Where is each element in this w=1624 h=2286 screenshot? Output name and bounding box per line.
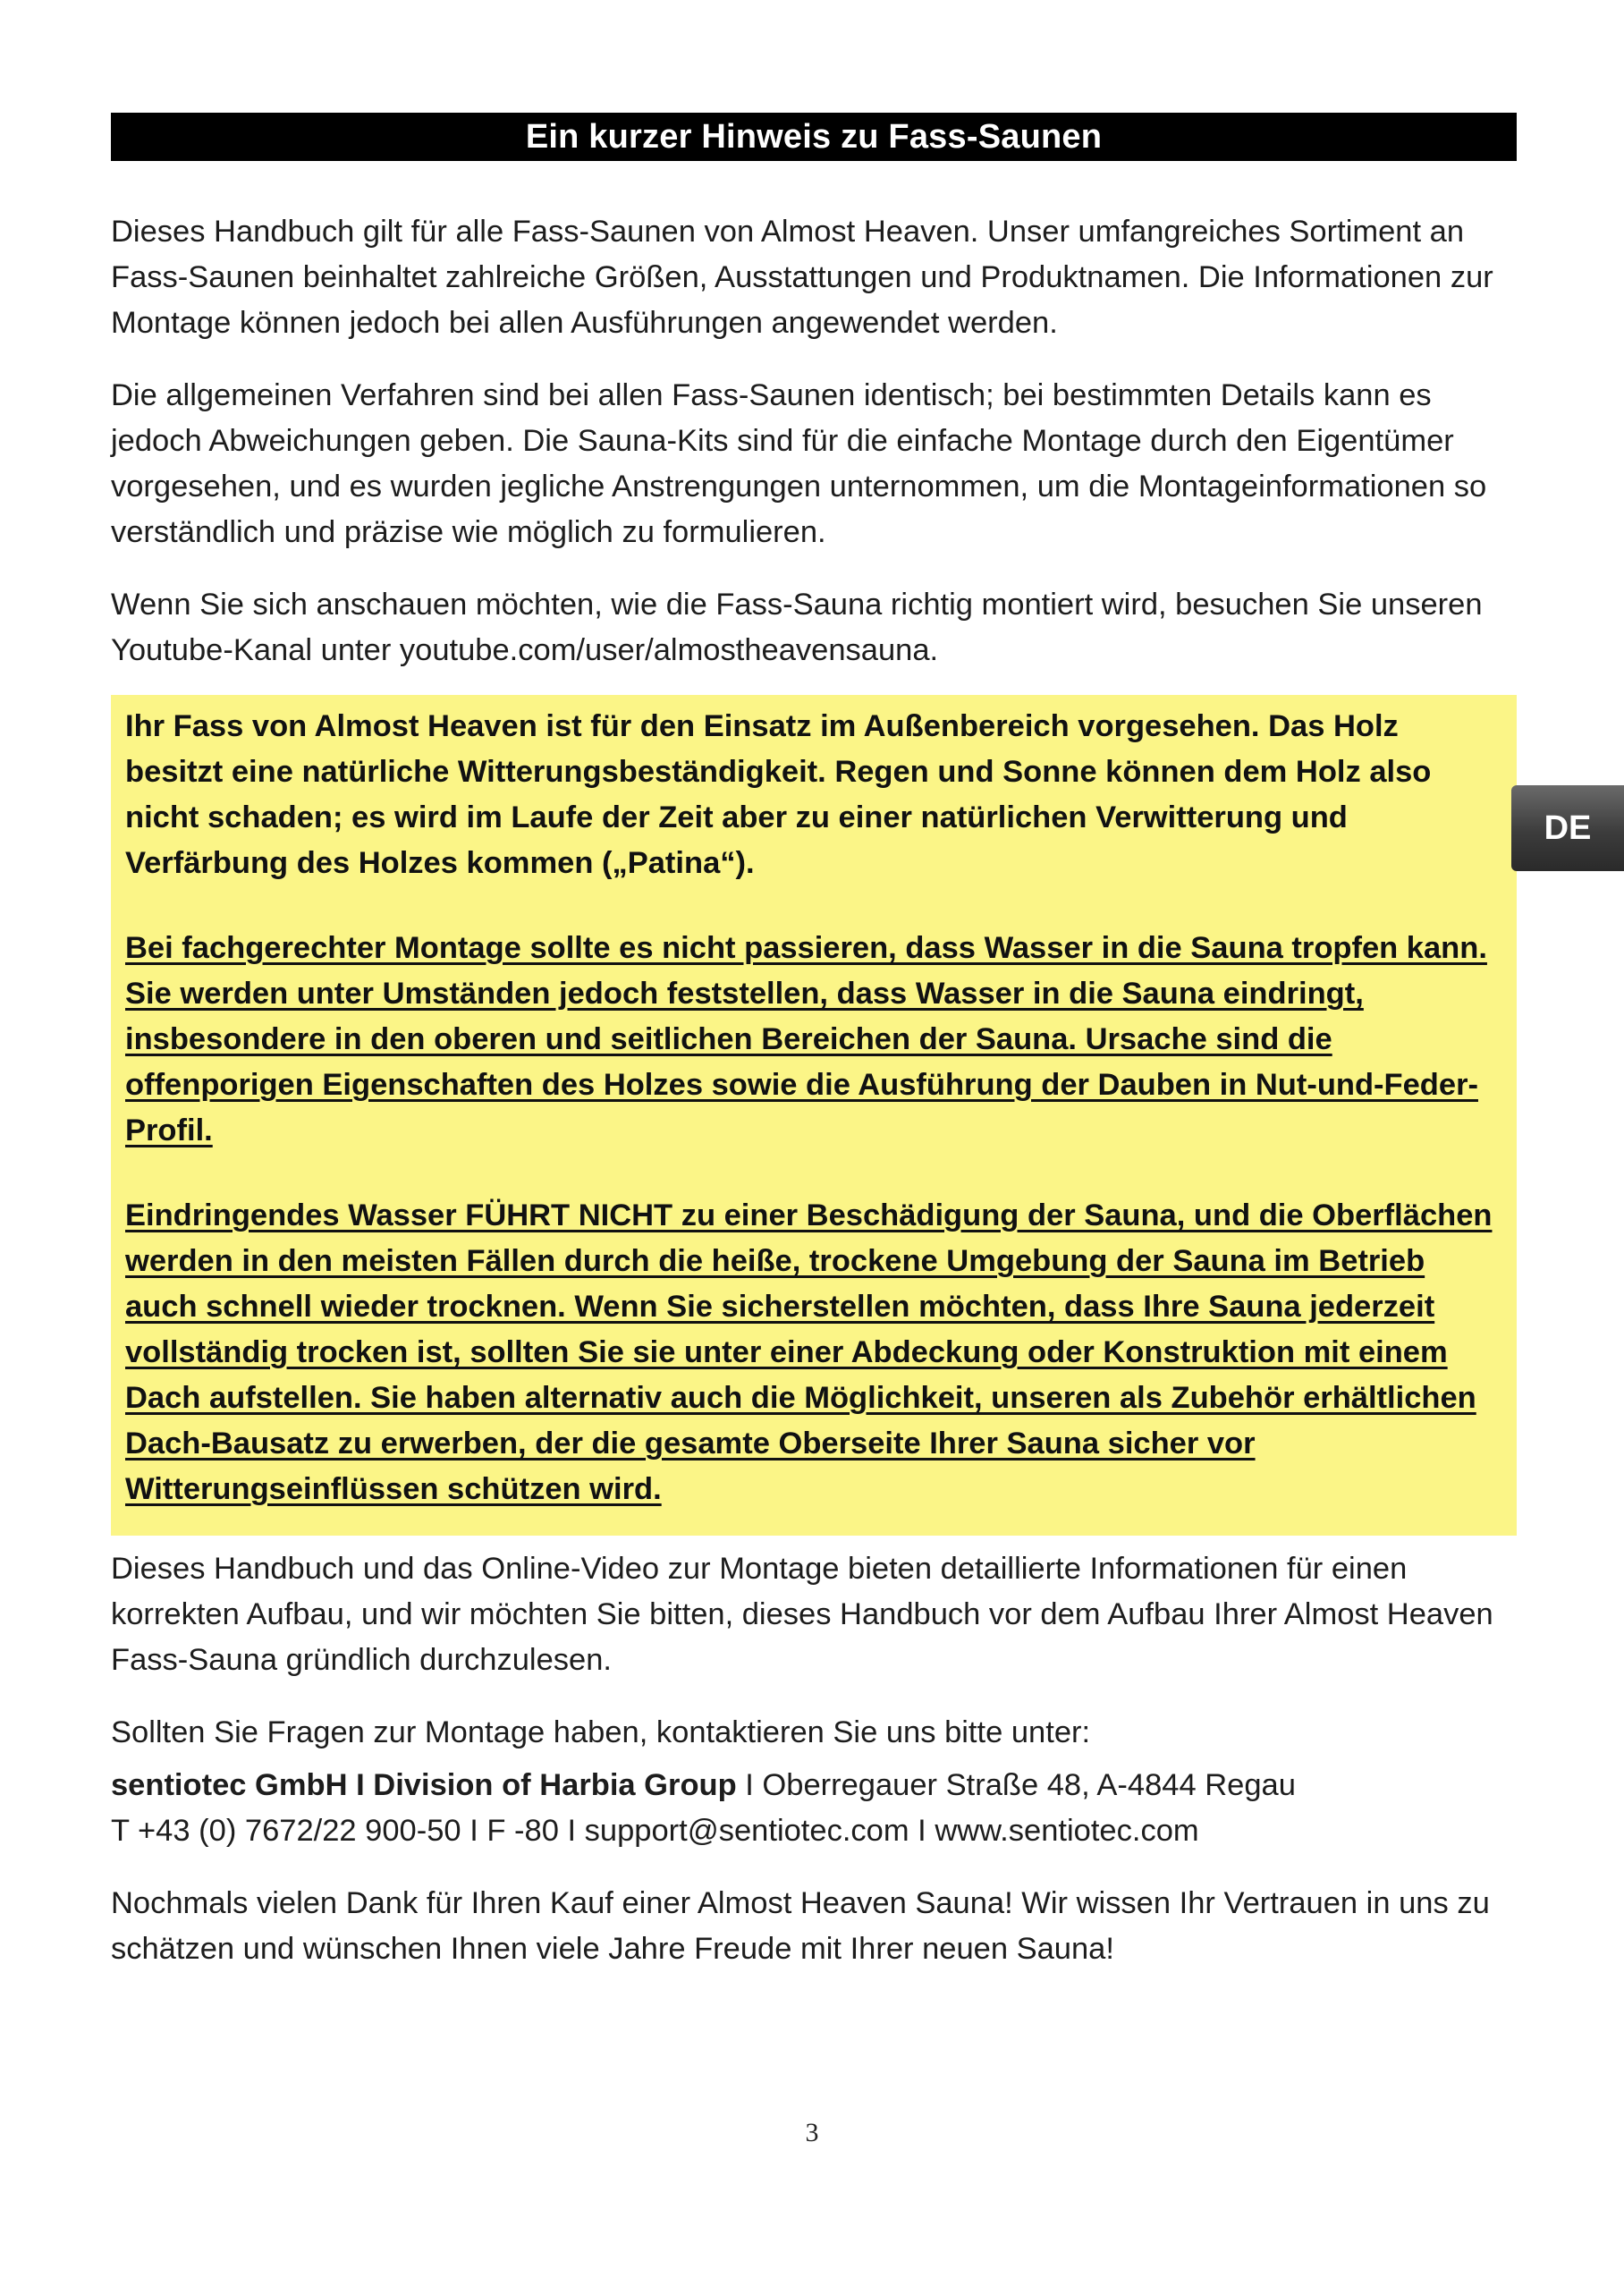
page-number: 3 [805,2118,819,2147]
intro-section [111,209,1517,673]
roof-recommendation-notice: Eindringendes Wasser FÜHRT NICHT zu einer Beschädigung der Sauna, und die Oberflächen werden in den meisten Fällen durch die heiße, trockene Umgebung der Sauna im Betrieb auch schnell wieder trocknen. Wenn Sie sicherstellen möchten, dass Ihre Sauna jederzeit vollständig trocken ist, sollten Sie sie unter einer Abdeckung oder Konstruktion mit einem Dach aufstellen. Sie haben alternativ auch die Möglichkeit, unseren als Zubehör erhältlichen Dach-Bausatz zu erwerben, der die gesamte Oberseite Ihrer Sauna sicher vor Witterungseinflüssen schützen wird. [125,1198,1493,1506]
manual-video-paragraph: Dieses Handbuch und das Online-Video zur Montage bieten detaillierte Informationen für einen korrekten Aufbau, und wir möchten Sie bitten, dieses Handbuch vor dem Aufbau Ihrer Almost Heaven Fass-Sauna gründlich durchzulesen. [111,1552,1493,1677]
intro-paragraph-2: Die allgemeinen Verfahren sind bei allen Fass-Saunen identisch; bei bestimmten Details kann es jedoch Abweichungen geben. Die Sauna-Kits sind für die einfache Montage durch den Eigentümer vorgesehen, und es wurden jegliche Anstrengungen unternommen, um die Montageinformationen so verständlich und präzise wie möglich zu formulieren. [111,378,1487,549]
contact-address-line [111,1763,1517,1808]
contact-intro: Sollten Sie Fragen zur Montage haben, kontaktieren Sie uns bitte unter: [111,1715,1091,1749]
company-address: I Oberregauer Straße 48, A-4844 Regau [736,1768,1296,1802]
intro-paragraph-1: Dieses Handbuch gilt für alle Fass-Saunen von Almost Heaven. Unser umfangreiches Sortiment an Fass-Saunen beinhaltet zahlreiche Größen, Ausstattungen und Produktnamen. Die Informationen zur Montage können jedoch bei allen Ausführungen angewendet werden. [111,215,1493,340]
contact-block [111,1763,1517,1854]
section-title: Ein kurzer Hinweis zu Fass-Saunen [111,113,1517,161]
intro-paragraph-3: Wenn Sie sich anschauen möchten, wie die Fass-Sauna richtig montiert wird, besuchen Sie unseren Youtube-Kanal unter youtube.com/user/almostheavensauna. [111,588,1483,667]
closing-section [111,1546,1517,1972]
document-page [111,113,1517,1999]
weather-notice-box [111,695,1517,1536]
water-ingress-notice: Bei fachgerechter Montage sollte es nicht passieren, dass Wasser in die Sauna tropfen kann. Sie werden unter Umständen jedoch feststellen, dass Wasser in die Sauna eindringt, insbesondere in den oberen und seitlichen Bereichen der Sauna. Ursache sind die offenporigen Eigenschaften des Holzes sowie die Ausführung der Dauben in Nut-und-Feder-Profil. [125,931,1487,1147]
thank-you-paragraph: Nochmals vielen Dank für Ihren Kauf einer Almost Heaven Sauna! Wir wissen Ihr Vertrauen in uns zu schätzen und wünschen Ihnen viele Jahre Freude mit Ihrer neuen Sauna! [111,1886,1490,1966]
outdoor-use-notice: Ihr Fass von Almost Heaven ist für den Einsatz im Außenbereich vorgesehen. Das Holz besitzt eine natürliche Witterungsbeständigkeit. Regen und Sonne können dem Holz also nicht schaden; es wird im Laufe der Zeit aber zu einer natürlichen Verwitterung und Verfärbung des Holzes kommen („Patina“). [125,709,1432,880]
language-tab: DE [1511,785,1624,871]
contact-phone-line: T +43 (0) 7672/22 900-50 I F -80 I support@sentiotec.com I www.sentiotec.com [111,1814,1199,1848]
company-name: sentiotec GmbH I Division of Harbia Group [111,1768,737,1802]
